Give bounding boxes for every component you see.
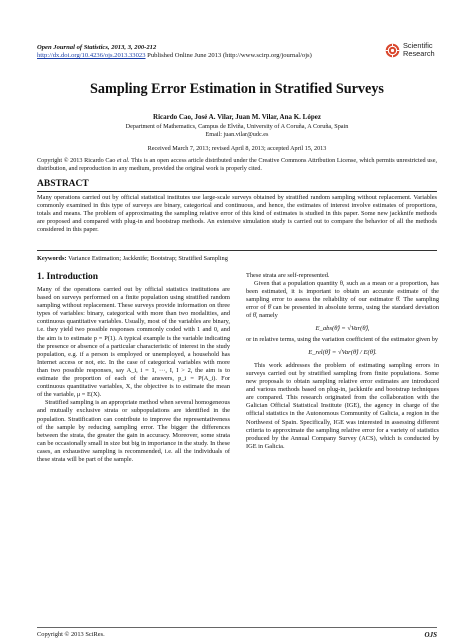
- right-column: [246, 272, 439, 622]
- equation-relative-error: E_rel(θ̂) = √Var(θ̂) / E(θ̂).: [308, 348, 377, 356]
- logo-line-2: Research: [403, 49, 435, 59]
- intro-paragraph-4: Given that a population quantity θ, such as a mean or a proportion, has been estimated, it is important to obtain an accurate estimate of the sampling error to assess the reliability of our estimator θ̂. The sampling error of θ̂ can be presented in absolute terms, using the standard deviation of θ̂, namely: [246, 280, 439, 320]
- abstract-top-rule: [37, 191, 437, 192]
- intro-paragraph-5: or in relative terms, using the variation coefficient of the estimator given by: [246, 335, 439, 343]
- copyright-notice: Copyright © 2013 Ricardo Cao et al. This is an open access article distributed under the Creative Commons Attribution License, which permits unrestricted use, distribution, and reproduction in any medium, provided the original work is properly cited.: [37, 157, 437, 173]
- keywords-label: Keywords:: [37, 255, 67, 262]
- keywords-list: Variance Estimation; Jackknife; Bootstrap; Stratified Sampling: [66, 255, 228, 262]
- keywords-line: [37, 255, 437, 263]
- left-column: [37, 286, 230, 622]
- abstract-heading: ABSTRACT: [37, 179, 89, 189]
- doi-link[interactable]: http://dx.doi.org/10.4236/ojs.2013.33023: [37, 52, 146, 59]
- paper-authors: Ricardo Cao, José A. Vilar, Juan M. Vilar, Ana K. López: [153, 113, 321, 121]
- journal-name: Open Journal of Statistics: [37, 44, 108, 51]
- intro-paragraph-1: Many of the operations carried out by official statistics institutions are based on surveys performed on a finite population using stratified random sampling without replacement. These surveys provide information on three types of variables: binary, categorical with more than two modalities, and continuous quantitative variables. Usually, most of the variables are binary, i.e. they yield two possible responses commonly coded with 1 and 0, and the aim is to estimate p = P(1). A typical example is the variable indicating the presence or absence of a particular characteristic of interest in the study population, e.g. if a person is employed or unemployed, a household has Internet access or not, etc. In the case of categorical variables with more than two possible responses, say A_i, i = 1, ···, I, I > 2, the aim is to estimate the proportion of each of the answers, p_i = P(A_i). For continuous quantitative variables, X, the objective is to estimate the mean of the variable, μ = E(X).: [37, 286, 230, 399]
- intro-paragraph-2: Stratified sampling is an appropriate method when several homogeneous and mutually exclusive strata or subpopulations are identified in the population. Stratification can contribute to improve the representativeness of the sample by reducing sampling error. The bigger the differences between the strata, the greater the gain in accuracy. Moreover, some strata can be occasionally small in size but big in importance in the study. In these cases, an exhaustive sampling is recommended, i.e. all the individuals of these strata will be part of the sample.: [37, 399, 230, 463]
- paper-email: Email: juan.vilar@udc.es: [205, 131, 269, 138]
- footer-journal-abbr: OJS: [424, 631, 437, 639]
- journal-issue: , 2013, 3, 200-212: [107, 44, 157, 51]
- intro-paragraph-6: This work addresses the problem of estimating sampling errors in surveys carried out by stratified sampling from finite populations. Some new proposals to obtain sampling relative error estimates are introduced and various methods based on plug-in, jackknife and bootstrap techniques are compared. This research originated from the collaboration with the Galician Official Statistical Institute (IGE), the agency in charge of the official statistics in the Autonomous Community of Galicia, a region in the Northwest of Spain. Specifically, IGE was interested in assessing different criteria to approximate the sampling relative error for a variety of statistics produced by the Annual Company Survey (ACS), which is conducted by IGE in Galicia.: [246, 361, 439, 450]
- received-dates: Received March 7, 2013; revised April 8, 2013; accepted April 15, 2013: [147, 145, 327, 152]
- scirp-logo-icon: [385, 43, 400, 58]
- scirp-logo: [385, 41, 441, 63]
- journal-header: [37, 44, 377, 60]
- paper-title: Sampling Error Estimation in Stratified Surveys: [90, 81, 384, 97]
- footer-rule: [37, 627, 437, 628]
- published-info: Published Online June 2013 (http://www.scirp.org/journal/ojs): [145, 52, 312, 59]
- logo-line-1: Scientific: [403, 41, 433, 50]
- intro-paragraph-3: These strata are self-represented.: [246, 272, 330, 279]
- footer-copyright: Copyright © 2013 SciRes.: [37, 631, 105, 638]
- equation-absolute-error: E_abs(θ̂) = √Var(θ̂),: [315, 324, 370, 332]
- paper-affiliation: Department of Mathematics, Campus de Elviña, University of A Coruña, A Coruña, Spain: [125, 123, 349, 130]
- abstract-bottom-rule: [37, 250, 437, 251]
- abstract-text: Many operations carried out by official statistical institutes use large-scale surveys obtained by stratified random sampling without replacement. Variables commonly examined in this type of surveys are binary, categorical and continuous, and hence, the estimates of interest involve estimates of proportions, totals and means. The problem of approximating the sampling relative error of this kind of estimates is studied in this paper. Some new jackknife methods are proposed and compared with plug-in and bootstrap methods. An extensive simulation study is carried out to compare the behavior of all the methods considered in this paper.: [37, 194, 437, 234]
- section-heading-introduction: 1. Introduction: [37, 272, 99, 282]
